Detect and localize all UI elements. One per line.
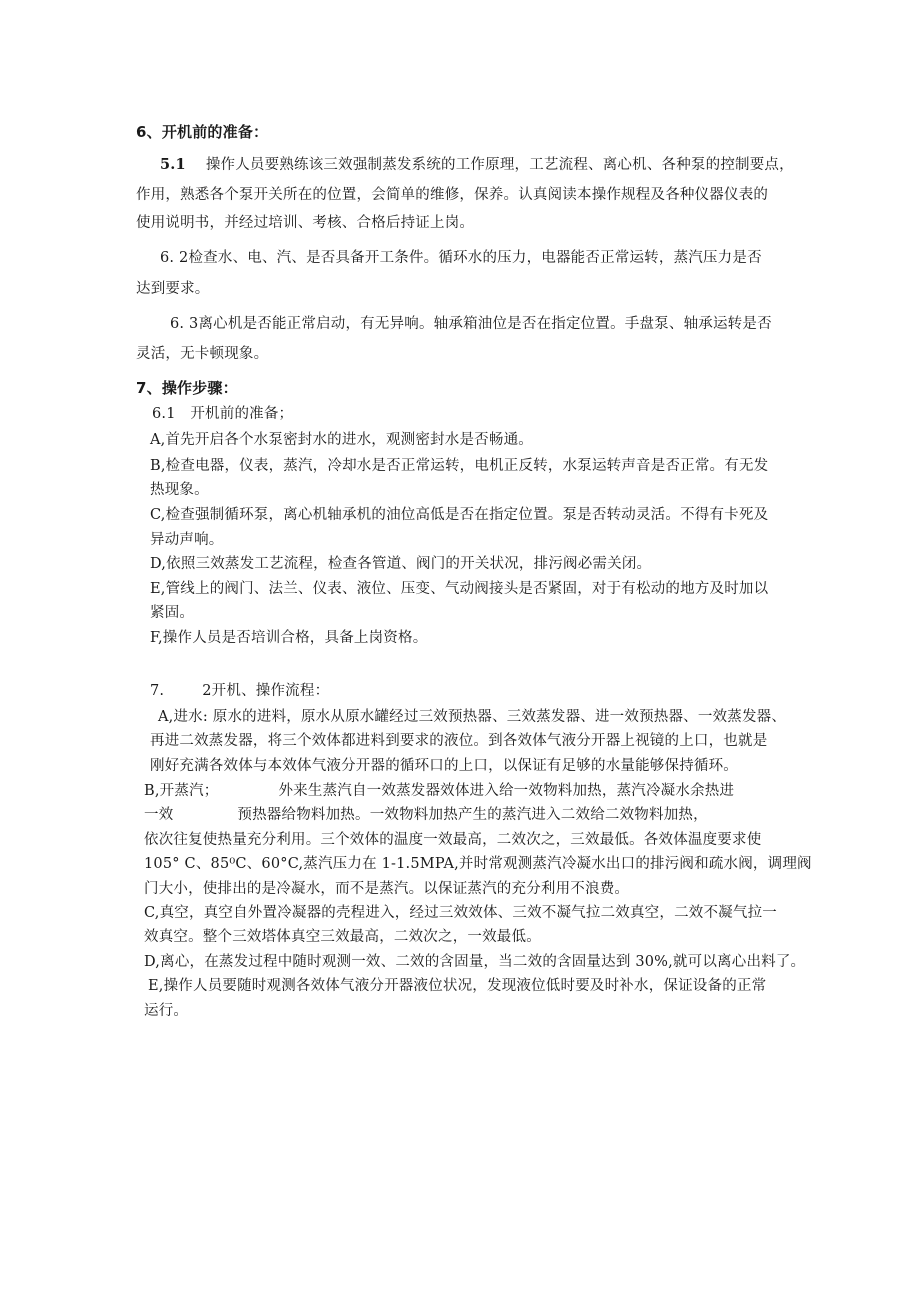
operation-b-line-2-text: 预热器给物料加热。一效物料加热产生的蒸汽进入二效给二效物料加热， [237, 807, 708, 823]
paragraph-5-1-line-2: 作用，熟悉各个泵开关所在的位置，会简单的维修，保养。认真阅读本操作规程及各种仪器仪表的 [136, 187, 769, 203]
check-item-e-line-2: 紧固。 [150, 605, 195, 621]
subsection-7-2-label: 2开机、操作流程： [202, 683, 330, 699]
check-item-e-line-1: E,管线上的阀门、法兰、仪表、液位、压变、气动阀接头是否紧固，对于有松动的地方及时加以 [150, 581, 769, 597]
paragraph-5-1-line-1 [160, 155, 794, 175]
operation-b-line-5: 门大小，使排出的是冷凝水，而不是蒸汽。以保证蒸汽的充分利用不浪费。 [144, 881, 630, 897]
subsection-7-2 [150, 681, 329, 701]
operation-c-line-1: C,真空，真空自外置冷凝器的壳程进入，经过三效效体、三效不凝气拉二效真空，二效不凝气拉一 [144, 905, 777, 921]
operation-b-line-2 [144, 805, 708, 825]
operation-b-line-2-start: 一效 [144, 807, 174, 823]
operation-e-line-2: 运行。 [144, 1003, 189, 1019]
section-7-heading: 7、操作步骤： [136, 379, 238, 397]
subsection-7-2-number: 7. [150, 683, 165, 699]
paragraph-6-2-line-1: 6. 2检查水、电、汽、是否具备开工条件。循环水的压力，电器能否正常运转，蒸汽压力是否 [160, 250, 762, 266]
operation-a-line-1: A,进水: 原水的进料，原水从原水罐经过三效预热器、三效蒸发器、进一效预热器、一效蒸发器、 [158, 709, 787, 725]
check-item-f: F,操作人员是否培训合格，具备上岗资格。 [150, 630, 428, 646]
paragraph-6-3-line-1: 6. 3离心机是否能正常启动，有无异响。轴承箱油位是否在指定位置。手盘泵、轴承运转是否 [170, 316, 772, 332]
operation-e-line-1: E,操作人员要随时观测各效体气液分开器液位状况，发现液位低时要及时补水，保证设备的正常 [148, 978, 767, 994]
subsection-6-1: 6.1 开机前的准备； [152, 406, 294, 422]
operation-c-line-2: 效真空。整个三效塔体真空三效最高，二效次之，一效最低。 [144, 929, 541, 945]
operation-b-line-3: 依次往复使热量充分利用。三个效体的温度一效最高，二效次之，三效最低。各效体温度要求使 [144, 832, 762, 848]
operation-b-text: 外来生蒸汽自一效蒸发器效体进入给一效物料加热，蒸汽冷凝水余热进 [278, 783, 735, 799]
operation-d: D,离心，在蒸发过程中随时观测一效、二效的含固量，当二效的含固量达到 30%,就可以离心出料了。 [144, 954, 806, 970]
operation-a-line-3: 刚好充满各效体与本效体气液分开器的循环口的上口，以保证有足够的水量能够保持循环。 [150, 758, 738, 774]
check-item-a: A,首先开启各个水泵密封水的进水，观测密封水是否畅通。 [150, 432, 533, 448]
section-6-heading: 6、开机前的准备： [136, 123, 269, 141]
paragraph-5-1-number: 5.1 [160, 156, 186, 173]
operation-b-line-1 [144, 781, 734, 801]
paragraph-6-2-line-2: 达到要求。 [136, 281, 210, 297]
paragraph-5-1-line-3: 使用说明书，并经过培训、考核、合格后持证上岗。 [136, 215, 475, 231]
operation-a-line-2: 再进二效蒸发器，将三个效体都进料到要求的液位。到各效体气液分开器上视镜的上口，也就是 [150, 733, 768, 749]
operation-b-label: B,开蒸汽； [144, 783, 219, 799]
check-item-b-line-2: 热现象。 [150, 482, 209, 498]
check-item-c-line-2: 异动声响。 [150, 532, 224, 548]
operation-b-line-4: 105° C、85⁰C、60°C,蒸汽压力在 1-1.5MPA,并时常观测蒸汽冷凝水出口的排污阀和疏水阀，调理阀 [144, 856, 812, 872]
check-item-d: D,依照三效蒸发工艺流程，检查各管道、阀门的开关状况，排污阀必需关闭。 [150, 556, 652, 572]
paragraph-5-1-text: 操作人员要熟练该三效强制蒸发系统的工作原理，工艺流程、离心机、各种泵的控制要点， [205, 157, 794, 173]
check-item-c-line-1: C,检查强制循环泵，离心机轴承机的油位高低是否在指定位置。泵是否转动灵活。不得有卡死及 [150, 507, 769, 523]
paragraph-6-3-line-2: 灵活，无卡顿现象。 [136, 346, 269, 362]
check-item-b-line-1: B,检查电器，仪表，蒸汽，冷却水是否正常运转，电机正反转，水泵运转声音是否正常。有无发 [150, 458, 769, 474]
